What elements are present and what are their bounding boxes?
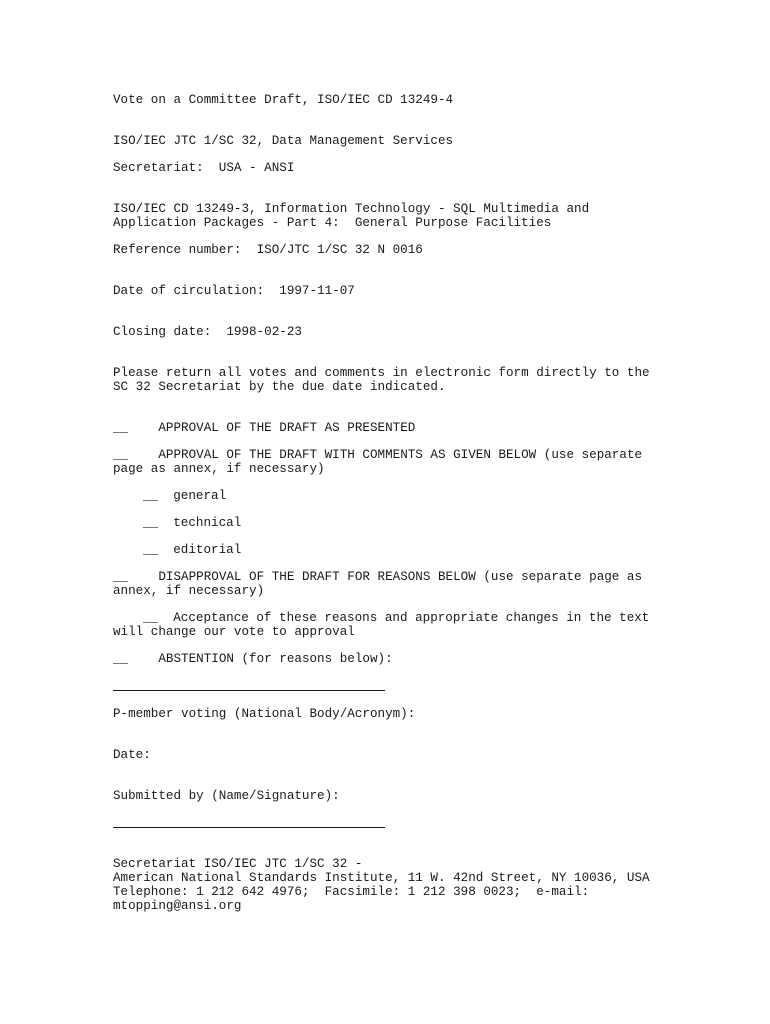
option-technical-label: technical	[158, 516, 242, 530]
option-editorial-label: editorial	[158, 543, 242, 557]
option-disapproval-line-2: annex, if necessary)	[113, 584, 265, 598]
checkbox-approval-with-comments[interactable]: __	[113, 448, 129, 462]
option-approval[interactable]	[113, 421, 415, 435]
committee-line: ISO/IEC JTC 1/SC 32, Data Management Services	[113, 134, 454, 148]
checkbox-technical[interactable]: __	[143, 516, 159, 530]
option-disapproval-label: DISAPPROVAL OF THE DRAFT FOR REASONS BELOW (use separate page as	[128, 570, 643, 584]
option-general-label: general	[158, 489, 227, 503]
option-abstention[interactable]	[113, 652, 393, 666]
footer-line-2: American National Standards Institute, 11 W. 42nd Street, NY 10036, USA	[113, 871, 650, 885]
checkbox-editorial[interactable]: __	[143, 543, 159, 557]
p-member-voting-label: P-member voting (National Body/Acronym):	[113, 707, 416, 721]
option-acceptance-line-2: will change our vote to approval	[113, 625, 355, 639]
closing-date: Closing date: 1998-02-23	[113, 325, 302, 339]
footer-line-3: Telephone: 1 212 642 4976; Facsimile: 1 212 398 0023; e-mail:	[113, 885, 590, 899]
secretariat-line: Secretariat: USA - ANSI	[113, 161, 295, 175]
reasons-blank-line[interactable]	[113, 690, 385, 691]
option-acceptance[interactable]	[143, 611, 649, 625]
date-field-label: Date:	[113, 748, 151, 762]
signature-blank-line[interactable]	[113, 827, 385, 828]
option-approval-with-comments-line-2: page as annex, if necessary)	[113, 462, 325, 476]
option-approval-with-comments[interactable]	[113, 448, 642, 462]
option-disapproval[interactable]	[113, 570, 642, 584]
option-approval-label: APPROVAL OF THE DRAFT AS PRESENTED	[128, 421, 416, 435]
checkbox-acceptance[interactable]: __	[143, 611, 159, 625]
instructions-line-1: Please return all votes and comments in electronic form directly to the	[113, 366, 650, 380]
option-abstention-label: ABSTENTION (for reasons below):	[128, 652, 393, 666]
option-editorial[interactable]	[143, 543, 241, 557]
footer-email[interactable]: mtopping@ansi.org	[113, 899, 242, 913]
reference-number: Reference number: ISO/JTC 1/SC 32 N 0016	[113, 243, 423, 257]
option-technical[interactable]	[143, 516, 241, 530]
subject-line-1: ISO/IEC CD 13249-3, Information Technology - SQL Multimedia and	[113, 202, 590, 216]
footer-line-1: Secretariat ISO/IEC JTC 1/SC 32 -	[113, 857, 363, 871]
option-general[interactable]	[143, 489, 226, 503]
checkbox-approval[interactable]: __	[113, 421, 129, 435]
option-acceptance-label: Acceptance of these reasons and appropriate changes in the text	[158, 611, 650, 625]
document-title: Vote on a Committee Draft, ISO/IEC CD 13249-4	[113, 93, 454, 107]
subject-line-2: Application Packages - Part 4: General Purpose Facilities	[113, 216, 552, 230]
checkbox-abstention[interactable]: __	[113, 652, 129, 666]
checkbox-general[interactable]: __	[143, 489, 159, 503]
date-of-circulation: Date of circulation: 1997-11-07	[113, 284, 355, 298]
option-approval-with-comments-label: APPROVAL OF THE DRAFT WITH COMMENTS AS GIVEN BELOW (use separate	[128, 448, 643, 462]
instructions-line-2: SC 32 Secretariat by the due date indicated.	[113, 380, 446, 394]
submitted-by-label: Submitted by (Name/Signature):	[113, 789, 340, 803]
checkbox-disapproval[interactable]: __	[113, 570, 129, 584]
